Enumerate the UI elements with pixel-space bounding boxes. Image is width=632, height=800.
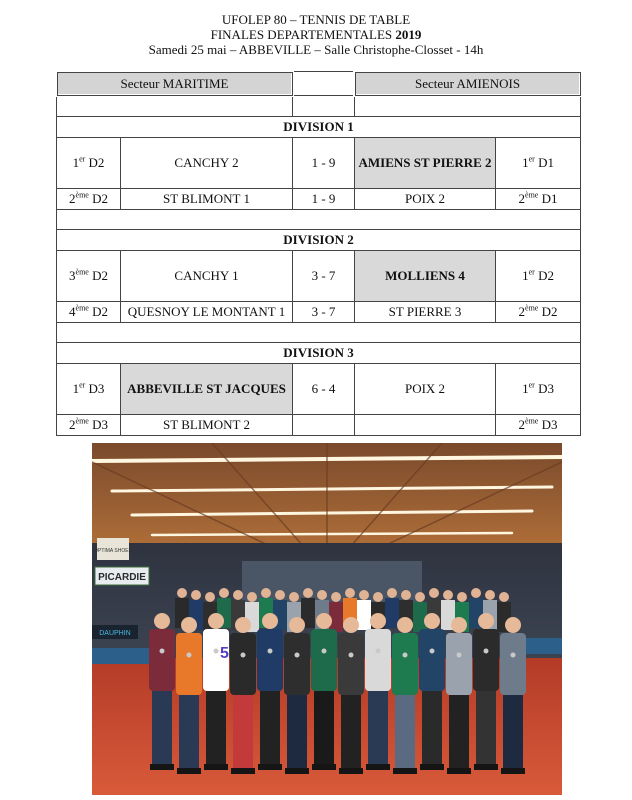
person-head (359, 590, 369, 600)
person-torso (338, 633, 364, 695)
right-rank-suffix: ème (525, 416, 539, 426)
left-team: CANCHY 1 (121, 251, 293, 302)
person-shoes (366, 764, 390, 770)
right-team: MOLLIENS 4 (355, 251, 496, 302)
division-header-row (57, 343, 581, 364)
person-torso (149, 629, 175, 691)
person-head (429, 588, 439, 598)
person-head (154, 613, 170, 629)
left-rank-division: D3 (88, 417, 108, 432)
division-header-row (57, 117, 581, 138)
match-row (57, 138, 581, 189)
match-row (57, 302, 581, 323)
person-legs (179, 695, 199, 770)
left-rank-suffix: ème (75, 267, 89, 277)
match-score: 1 - 9 (293, 189, 355, 210)
right-rank (496, 364, 581, 415)
person-head (387, 588, 397, 598)
person-shoes (258, 764, 282, 770)
division-title: DIVISION 3 (57, 343, 581, 364)
left-rank-division: D2 (85, 155, 105, 170)
person-torso (392, 633, 418, 695)
results-table (55, 70, 582, 436)
sector-header-row (57, 72, 581, 96)
header-line-1: UFOLEP 80 – TENNIS DE TABLE (221, 12, 411, 27)
person-head (485, 590, 495, 600)
match-row (57, 189, 581, 210)
person-head (317, 590, 327, 600)
person-torso (419, 629, 445, 691)
person-head (424, 613, 440, 629)
match-row (57, 415, 581, 436)
person-torso (176, 633, 202, 695)
person-shoes (474, 764, 498, 770)
left-rank-suffix: ème (75, 416, 89, 426)
person-torso (500, 633, 526, 695)
left-rank (57, 415, 121, 436)
header-line-2-text: FINALES DEPARTEMENTALES (210, 27, 396, 42)
person-shoes (501, 768, 525, 774)
right-rank-suffix: er (528, 267, 535, 277)
person-head (331, 592, 341, 602)
match-row (57, 364, 581, 415)
person-torso (311, 629, 337, 691)
person-legs (368, 691, 388, 766)
right-rank-division: D3 (538, 417, 558, 432)
spacer-cell (355, 96, 581, 117)
left-rank-number: 1 (72, 381, 80, 396)
match-score: 3 - 7 (293, 302, 355, 323)
medal (403, 653, 408, 658)
medal (187, 653, 192, 658)
person-shoes (150, 764, 174, 770)
person-legs (206, 691, 226, 766)
right-rank-number: 2 (518, 191, 526, 206)
right-rank-division: D1 (534, 155, 554, 170)
medal (268, 649, 273, 654)
person-legs (476, 691, 496, 766)
header-year: 2019 (395, 27, 422, 42)
person-head (247, 592, 257, 602)
left-rank (57, 364, 121, 415)
person-legs (449, 695, 469, 770)
person-torso (365, 629, 391, 691)
medal (214, 649, 219, 654)
picardie-banner-text: PICARDIE (98, 572, 146, 583)
person-shoes (393, 768, 417, 774)
right-rank-suffix: er (528, 154, 535, 164)
person-head (275, 590, 285, 600)
person-head (191, 590, 201, 600)
person-head (303, 588, 313, 598)
spacer-cell (57, 96, 293, 117)
person-head (478, 613, 494, 629)
person-torso (230, 633, 256, 695)
person-head (499, 592, 509, 602)
match-row (57, 251, 581, 302)
person-head (205, 592, 215, 602)
person-head (457, 592, 467, 602)
medal (349, 653, 354, 658)
left-rank-suffix: er (79, 154, 86, 164)
results-table-body (57, 72, 581, 436)
left-rank (57, 251, 121, 302)
person-legs (503, 695, 523, 770)
spacer-cell (293, 96, 355, 117)
person-legs (287, 695, 307, 770)
spacer-cell (57, 210, 581, 230)
person-shoes (204, 764, 228, 770)
person-head (505, 617, 521, 633)
person-head (316, 613, 332, 629)
wall-sign-text: OPTIMA SHOES (94, 548, 132, 554)
spacer-row (57, 96, 581, 117)
left-rank-number: 3 (69, 268, 76, 283)
person-head (343, 617, 359, 633)
match-score: 3 - 7 (293, 251, 355, 302)
person-head (397, 617, 413, 633)
right-team: AMIENS ST PIERRE 2 (355, 138, 496, 189)
left-rank-suffix: ème (75, 190, 89, 200)
person-legs (395, 695, 415, 770)
right-team: POIX 2 (355, 189, 496, 210)
person-legs (260, 691, 280, 766)
sector-right: Secteur AMIENOIS (355, 72, 581, 96)
left-rank-division: D2 (88, 304, 108, 319)
person-head (262, 613, 278, 629)
right-team (355, 415, 496, 436)
division-title: DIVISION 1 (57, 117, 581, 138)
right-rank (496, 251, 581, 302)
left-rank-suffix: ème (75, 303, 89, 313)
person-head (235, 617, 251, 633)
person-head (233, 590, 243, 600)
medal (241, 653, 246, 658)
group-photo-drawing (92, 443, 562, 795)
sector-gap (293, 72, 355, 96)
shirt-number: 5 (220, 645, 229, 662)
right-rank-suffix: er (528, 380, 535, 390)
header-line-3: Samedi 25 mai – ABBEVILLE – Salle Christophe-Closset - 14h (148, 42, 484, 57)
medal (511, 653, 516, 658)
header-line-2 (0, 27, 632, 42)
left-rank (57, 302, 121, 323)
medal (160, 649, 165, 654)
person-head (345, 588, 355, 598)
right-rank-suffix: ème (525, 190, 539, 200)
person-torso (473, 629, 499, 691)
left-team: CANCHY 2 (121, 138, 293, 189)
division-title: DIVISION 2 (57, 230, 581, 251)
left-team: QUESNOY LE MONTANT 1 (121, 302, 293, 323)
left-rank-number: 2 (69, 191, 76, 206)
person-body (385, 598, 399, 628)
left-rank-number: 2 (69, 417, 76, 432)
person-head (451, 617, 467, 633)
right-rank (496, 302, 581, 323)
person-head (289, 617, 305, 633)
left-rank-division: D2 (88, 268, 108, 283)
spacer-cell (57, 323, 581, 343)
person-shoes (231, 768, 255, 774)
person-head (415, 592, 425, 602)
medal (457, 653, 462, 658)
right-rank-number: 1 (522, 155, 529, 170)
person-head (401, 590, 411, 600)
right-rank (496, 415, 581, 436)
person-shoes (339, 768, 363, 774)
document-header (0, 12, 632, 57)
person-head (373, 592, 383, 602)
division-header-row (57, 230, 581, 251)
table-tennis-table-left (92, 648, 152, 664)
person-shoes (312, 764, 336, 770)
left-rank-number: 1 (72, 155, 80, 170)
left-rank-division: D3 (85, 381, 105, 396)
left-rank-division: D2 (88, 191, 108, 206)
left-team: ST BLIMONT 1 (121, 189, 293, 210)
person-body (329, 602, 343, 632)
person-head (261, 588, 271, 598)
match-score: 6 - 4 (293, 364, 355, 415)
person-body (413, 602, 427, 632)
right-team: POIX 2 (355, 364, 496, 415)
person-head (177, 588, 187, 598)
right-rank (496, 189, 581, 210)
medal (295, 653, 300, 658)
right-rank-division: D2 (534, 268, 554, 283)
person-shoes (177, 768, 201, 774)
person-torso (284, 633, 310, 695)
right-rank-division: D2 (538, 304, 558, 319)
left-rank (57, 138, 121, 189)
right-rank-division: D3 (534, 381, 554, 396)
person-legs (341, 695, 361, 770)
spacer-row (57, 323, 581, 343)
person-head (471, 588, 481, 598)
match-score: 1 - 9 (293, 138, 355, 189)
person-head (208, 613, 224, 629)
left-team: ST BLIMONT 2 (121, 415, 293, 436)
person-shoes (447, 768, 471, 774)
left-rank (57, 189, 121, 210)
person-body (357, 600, 371, 630)
person-legs (152, 691, 172, 766)
right-rank-number: 2 (518, 304, 526, 319)
medal (484, 649, 489, 654)
right-rank-number: 1 (522, 268, 529, 283)
person-head (443, 590, 453, 600)
person-torso (257, 629, 283, 691)
right-rank-number: 1 (522, 381, 529, 396)
person-torso (446, 633, 472, 695)
right-rank (496, 138, 581, 189)
person-shoes (420, 764, 444, 770)
medal (376, 649, 381, 654)
left-rank-suffix: er (79, 380, 86, 390)
left-rank-number: 4 (69, 304, 76, 319)
left-team: ABBEVILLE ST JACQUES (121, 364, 293, 415)
person-head (219, 588, 229, 598)
person-head (370, 613, 386, 629)
right-team: ST PIERRE 3 (355, 302, 496, 323)
medal (430, 649, 435, 654)
match-score (293, 415, 355, 436)
right-rank-suffix: ème (525, 303, 539, 313)
person-legs (422, 691, 442, 766)
right-rank-division: D1 (538, 191, 558, 206)
person-legs (233, 695, 253, 770)
medal (322, 649, 327, 654)
person-head (289, 592, 299, 602)
sector-left: Secteur MARITIME (57, 72, 293, 96)
dauphin-sign-text: DAUPHIN (99, 630, 131, 637)
person-legs (314, 691, 334, 766)
spacer-row (57, 210, 581, 230)
group-photo (92, 443, 562, 795)
person-head (181, 617, 197, 633)
person-shoes (285, 768, 309, 774)
right-rank-number: 2 (518, 417, 526, 432)
